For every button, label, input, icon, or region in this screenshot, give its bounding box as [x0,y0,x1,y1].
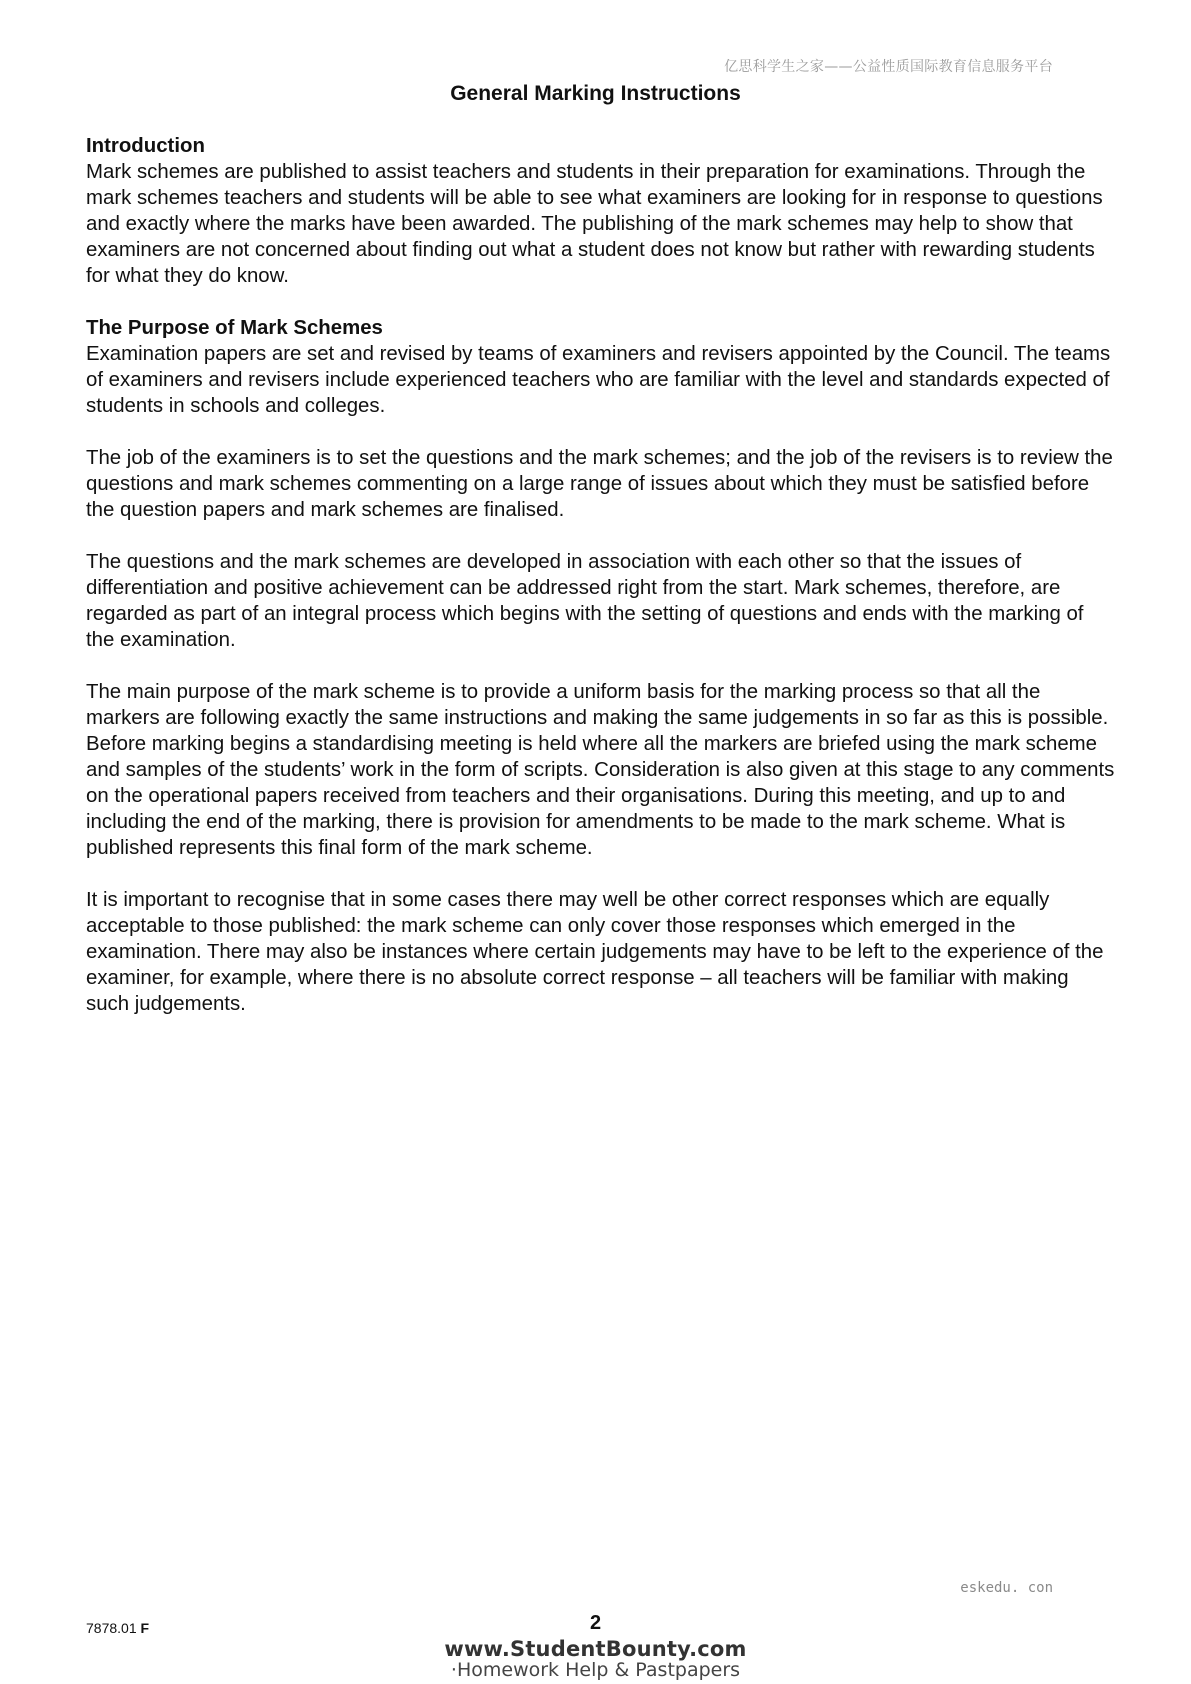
page-number: 2 [589,1612,602,1634]
section-introduction [86,133,1116,289]
paragraph: The questions and the mark schemes are developed in association with each other so that the issues of differentiation and positive achievement can be addressed right from the start. Mark schemes, therefore, are regarded as part of an integral process which begins with the setting of questions and ends with the marking of the examination. [86,551,1084,651]
paragraph: Examination papers are set and revised by teams of examiners and revisers appointed by the Council. The teams of examiners and revisers include experienced teachers who are familiar with the level and standards expected of students in schools and colleges. [86,343,1111,417]
paragraph: Mark schemes are published to assist teachers and students in their preparation for examinations. Through the mark schemes teachers and students will be able to see what examiners are looking for in response to questions and exactly where the marks have been awarded. The publishing of the mark schemes may help to show that examiners are not concerned about finding out what a student does not know but rather with rewarding students for what they do know. [86,161,1103,287]
studentbounty-logo[interactable] [0,1638,1191,1680]
section-purpose [86,315,1116,1017]
paragraph: It is important to recognise that in some cases there may well be other correct responses which are equally acceptable to those published: the mark scheme can only cover those responses which emerged in the examination. There may also be instances where certain judgements may have to be left to the experience of the examiner, for example, where there is no absolute correct response – all teachers will be familiar with making such judgements. [86,889,1104,1015]
page-title: General Marking Instructions [450,82,741,105]
paragraph: The job of the examiners is to set the questions and the mark schemes; and the job of the revisers is to review the questions and mark schemes commenting on a large range of issues about which they must be satisfied before the question papers and mark schemes are finalised. [86,447,1113,521]
paper-code-number: 7878.01 [86,1620,137,1636]
paper-code-suffix: F [140,1620,150,1636]
paragraph: The main purpose of the mark scheme is to provide a uniform basis for the marking process so that all the markers are following exactly the same instructions and making the same judgements in so far as this is possible. Before marking begins a standardising meeting is held where all the markers are briefed using the mark scheme and samples of the students’ work in the form of scripts. Consideration is also given at this stage to any comments on the operational papers received from teachers and their organisations. During this meeting, and up to and including the end of the marking, there is provision for amendments to be made to the mark scheme. What is published represents this final form of the mark scheme. [86,681,1115,859]
section-heading: The Purpose of Mark Schemes [86,317,383,339]
studentbounty-url[interactable]: www.StudentBounty.com [444,1637,747,1661]
document-body [86,133,1116,1043]
bottom-watermark: eskedu. con [960,1580,1053,1596]
studentbounty-tagline: ·Homework Help & Pastpapers [450,1659,741,1681]
section-heading: Introduction [86,135,205,157]
top-watermark: 亿思科学生之家——公益性质国际教育信息服务平台 [724,59,1053,75]
